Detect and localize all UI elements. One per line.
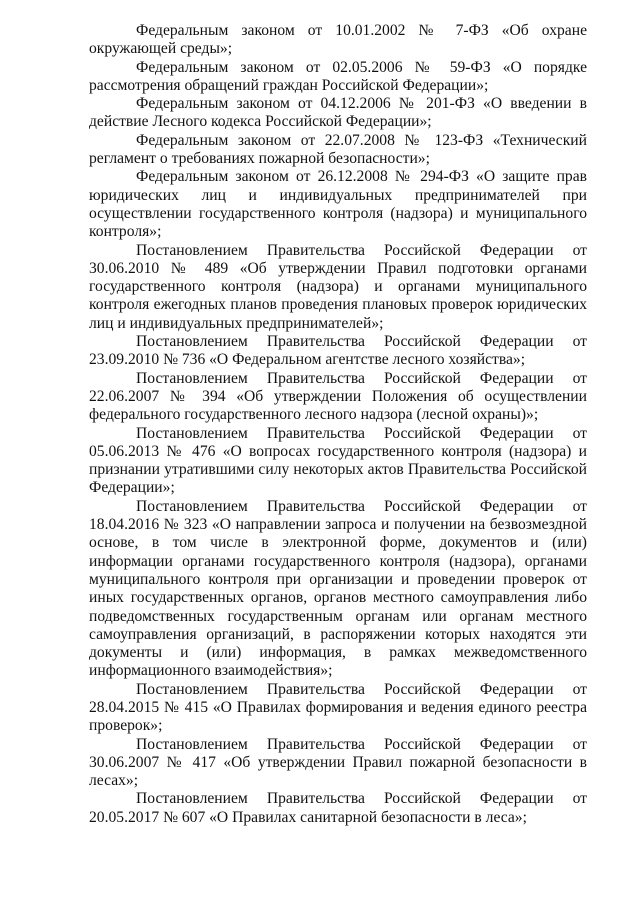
paragraph-resolution-476: Постановлением Правительства Российской Федерации от 05.06.2013 № 476 «О вопросах государственного контроля (надзора) и признании утратившими силу некоторых актов Правительства Российской Федерации»; xyxy=(89,424,587,497)
paragraph-law-294fz: Федеральным законом от 26.12.2008 № 294-ФЗ «О защите прав юридических лиц и индивидуальных предпринимателей при осуществлении государственного контроля (надзора) и муниципального контроля»; xyxy=(89,168,587,241)
paragraph-resolution-736: Постановлением Правительства Российской Федерации от 23.09.2010 № 736 «О Федеральном агентстве лесного хозяйства»; xyxy=(89,333,587,369)
paragraph-law-59fz: Федеральным законом от 02.05.2006 № 59-ФЗ «О порядке рассмотрения обращений граждан Российской Федерации»; xyxy=(89,58,587,94)
paragraph-law-123fz: Федеральным законом от 22.07.2008 № 123-ФЗ «Технический регламент о требованиях пожарной безопасности»; xyxy=(89,131,587,168)
paragraph-resolution-415: Постановлением Правительства Российской Федерации от 28.04.2015 № 415 «О Правилах формирования и ведения единого реестра проверок»; xyxy=(89,680,587,735)
paragraph-resolution-607: Постановлением Правительства Российской Федерации от 20.05.2017 № 607 «О Правилах санитарной безопасности в леса»; xyxy=(89,790,587,826)
paragraph-resolution-323: Постановлением Правительства Российской Федерации от 18.04.2016 № 323 «О направлении запроса и получении на безвозмездной основе, в том числе в электронной форме, документов и (или) информации органами государственного контроля (надзора), органами муниципального контроля при организации и проведении проверок от иных государственных органов, органов местного самоуправления либо подведомственных государственным органам или органам местного самоуправления организаций, в распоряжении которых находятся эти документы и (или) информация, в рамках межведомственного информационного взаимодействия»; xyxy=(89,497,587,680)
paragraph-resolution-489: Постановлением Правительства Российской Федерации от 30.06.2010 № 489 «Об утверждении Правил подготовки органами государственного контроля (надзора) и органами муниципального контроля ежегодных планов проведения плановых проверок юридических лиц и индивидуальных предпринимателей»; xyxy=(89,241,587,332)
paragraph-resolution-417: Постановлением Правительства Российской Федерации от 30.06.2007 № 417 «Об утверждении Правил пожарной безопасности в лесах»; xyxy=(89,735,587,790)
paragraph-resolution-394: Постановлением Правительства Российской Федерации от 22.06.2007 № 394 «Об утверждении Положения об осуществлении федерального государственного лесного надзора (лесной охраны)»; xyxy=(89,369,587,424)
paragraph-law-201fz: Федеральным законом от 04.12.2006 № 201-ФЗ «О введении в действие Лесного кодекса Российской Федерации»; xyxy=(89,95,587,131)
paragraph-law-7fz: Федеральным законом от 10.01.2002 № 7-ФЗ «Об охране окружающей среды»; xyxy=(89,22,587,58)
document-page xyxy=(89,22,587,827)
